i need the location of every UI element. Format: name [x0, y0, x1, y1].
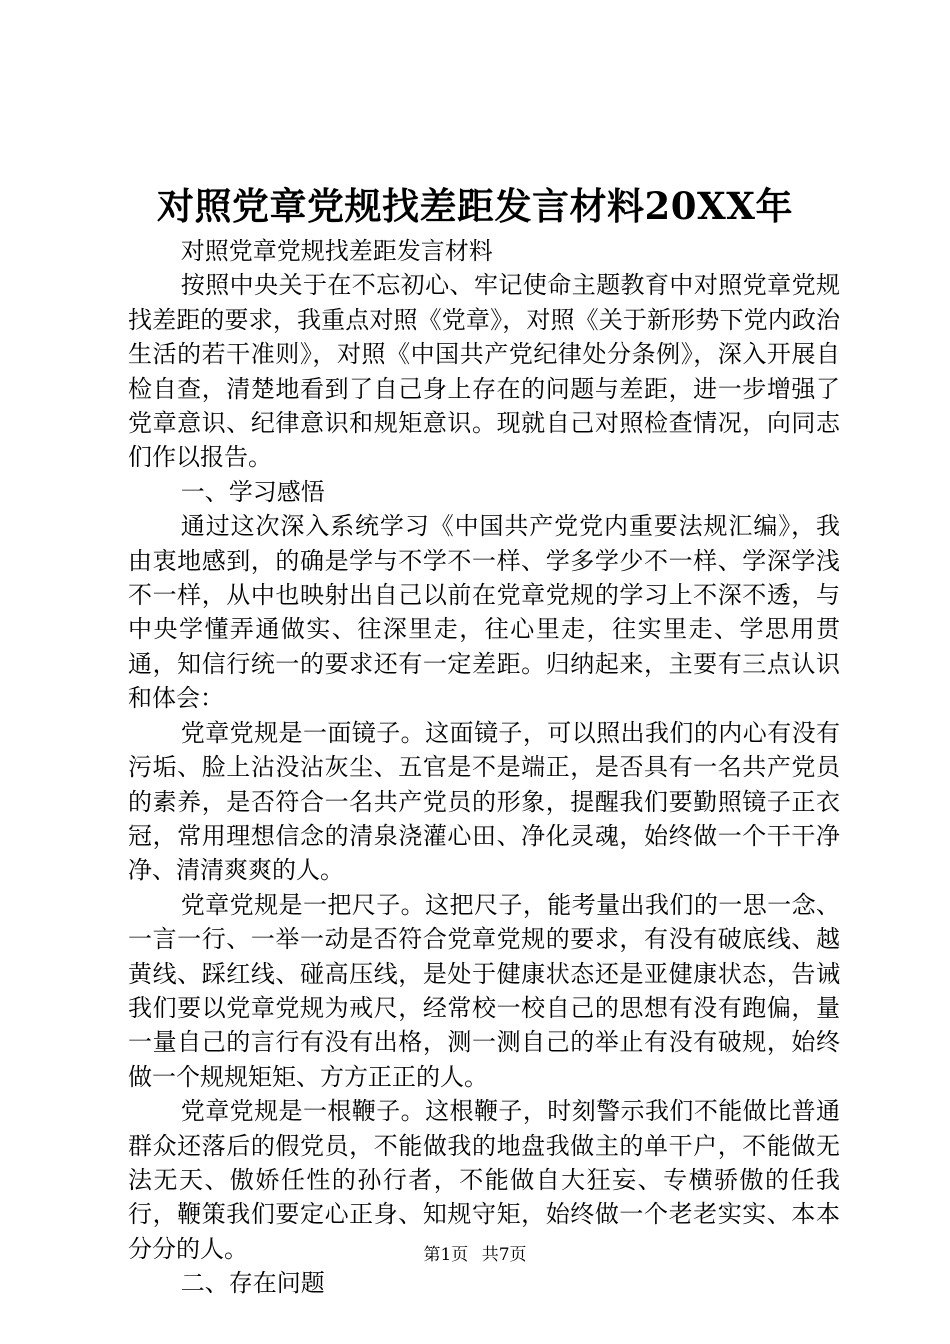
intro-paragraph: 按照中央关于在不忘初心、牢记使命主题教育中对照党章党规找差距的要求，我重点对照《党章》，对照《关于新形势下党内政治生活的若干准则》，对照《中国共产党纪律处分条例》，深入开展自检自查，清楚地看到了自己身上存在的问题与差距，进一步增强了党章意识、纪律意识和规矩意识。现就自己对照检查情况，向同志们作以报告。 [128, 271, 840, 472]
section-heading-study: 一、学习感悟 [180, 477, 325, 506]
document-title: 对照党章党规找差距发言材料20XX年 [157, 184, 793, 228]
subtitle-paragraph: 对照党章党规找差距发言材料 [180, 237, 493, 265]
document-body [128, 234, 840, 1301]
page-total: 共7页 [481, 1245, 527, 1265]
whip-paragraph: 党章党规是一根鞭子。这根鞭子，时刻警示我们不能做比普通群众还落后的假党员，不能做我的地盘我做主的单干户，不能做无法无天、傲娇任性的孙行者，不能做自大狂妄、专横骄傲的任我行，鞭策我们要定心正身、知规守矩，始终做一个老老实实、本本分分的人。 [128, 1097, 840, 1263]
ruler-paragraph: 党章党规是一把尺子。这把尺子，能考量出我们的一思一念、一言一行、一举一动是否符合党章党规的要求，有没有破底线、越黄线、踩红线、碰高压线，是处于健康状态还是亚健康状态，告诫我们要以党章党规为戒尺，经常校一校自己的思想有没有跑偏，量一量自己的言行有没有出格，测一测自己的举止有没有破规，始终做一个规规矩矩、方方正正的人。 [128, 890, 840, 1091]
section-heading-problems: 二、存在问题 [180, 1269, 325, 1298]
page-number: 第1页 [423, 1245, 469, 1265]
page-footer [0, 1243, 950, 1267]
study-paragraph: 通过这次深入系统学习《中国共产党党内重要法规汇编》，我由衷地感到，的确是学与不学不一样、学多学少不一样、学深学浅不一样，从中也映射出自己以前在党章党规的学习上不深不透，与中央学懂弄通做实、往深里走，往心里走，往实里走、学思用贯通，知信行统一的要求还有一定差距。归纳起来，主要有三点认识和体会： [128, 512, 840, 713]
mirror-paragraph: 党章党规是一面镜子。这面镜子，可以照出我们的内心有没有污垢、脸上沾没沾灰尘、五官是不是端正，是否具有一名共产党员的素养，是否符合一名共产党员的形象，提醒我们要勤照镜子正衣冠，常用理想信念的清泉浇灌心田、净化灵魂，始终做一个干干净净、清清爽爽的人。 [128, 718, 840, 885]
